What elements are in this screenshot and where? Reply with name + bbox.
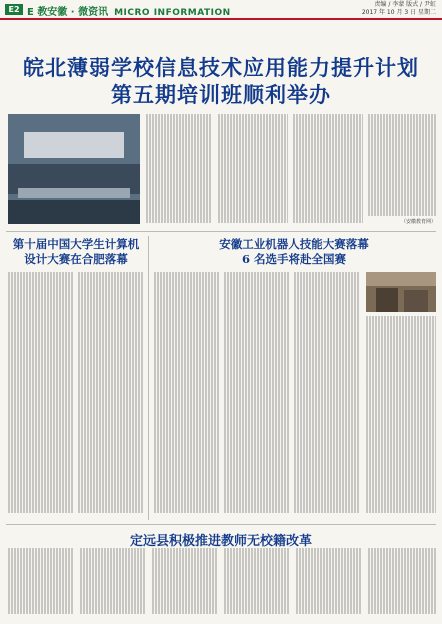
- editor-line: 责编 / 李蒙 版式 / 尹虹: [374, 1, 436, 8]
- column-name-en: MICRO INFORMATION: [114, 8, 231, 18]
- main-headline-line1: 皖北薄弱学校信息技术应用能力提升计划: [23, 55, 419, 80]
- main-headline-line2: 第五期培训班顺利举办: [111, 82, 331, 107]
- main-story-column-2: [218, 114, 288, 226]
- story4-column-5: [296, 548, 362, 620]
- section-divider: [6, 524, 436, 525]
- story4-column-4: [224, 548, 290, 620]
- main-story-column-4: [368, 114, 436, 226]
- column-separator: [148, 236, 149, 520]
- story4-headline: 定远县积极推进教师无校籍改革: [129, 534, 312, 549]
- main-headline: [0, 54, 442, 108]
- photo-podium-table: [18, 188, 130, 198]
- editor-info: [362, 1, 436, 17]
- column-name: E 教安徽 · 微资讯: [27, 7, 109, 18]
- story4-column-3: [152, 548, 218, 620]
- story4-column-6: [368, 548, 436, 620]
- story2-headline: [6, 237, 146, 267]
- story3-column-1: [154, 272, 220, 518]
- column-title: [27, 3, 231, 18]
- story3-headline: [152, 237, 436, 267]
- page-tag: E2: [5, 4, 23, 15]
- story2-headline-line2: 设计大赛在合肥落幕: [24, 252, 128, 266]
- photo-audience: [8, 200, 140, 224]
- story2-headline-line1: 第十届中国大学生计算机: [12, 237, 140, 251]
- training-photo: [8, 114, 140, 224]
- robot-competition-photo: [366, 272, 436, 312]
- story3-column-4: [366, 316, 436, 518]
- main-story-byline: （安徽教育网）: [400, 219, 436, 225]
- story3-headline-line2: 6 名选手将赴全国赛: [241, 252, 346, 266]
- story3-column-2: [224, 272, 290, 518]
- main-story-column-1: [146, 114, 212, 226]
- main-story-column-3: [293, 114, 363, 226]
- story4-column-2: [80, 548, 146, 620]
- date-line: 2017 年 10 月 3 日 星期二: [361, 9, 436, 16]
- story3-headline-line1: 安徽工业机器人技能大赛落幕: [219, 237, 369, 251]
- masthead: [0, 0, 442, 20]
- photo-banner: [24, 132, 124, 158]
- story4-column-1: [8, 548, 74, 620]
- story2-column-1: [8, 272, 74, 518]
- section-divider: [6, 231, 436, 232]
- story2-column-2: [78, 272, 144, 518]
- story3-column-3: [294, 272, 360, 518]
